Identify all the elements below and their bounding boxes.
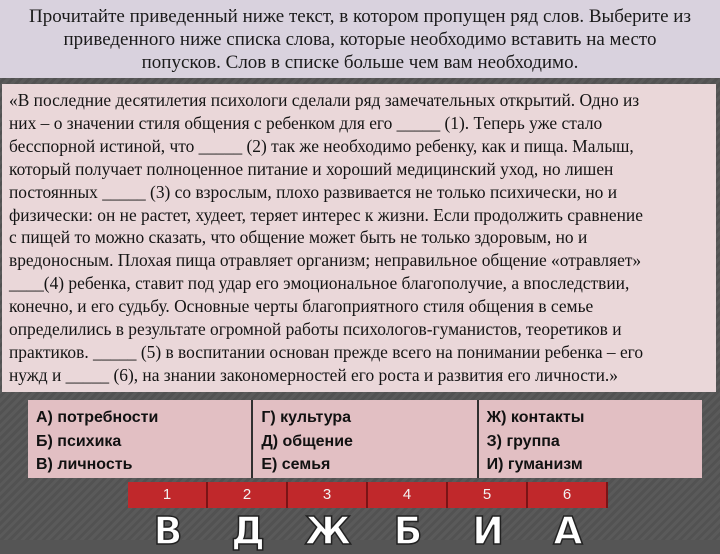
options-column-3 [479, 400, 702, 478]
answer-cell [208, 482, 288, 553]
answer-letter: А [553, 509, 583, 553]
option-item: Е) семья [261, 456, 331, 473]
option-item: И) гуманизм [486, 456, 583, 473]
option-item: З) группа [486, 432, 560, 450]
answer-number: 6 [528, 482, 608, 508]
answer-number: 5 [448, 482, 528, 508]
passage-line: практиков. _____ (5) в воспитании основан прежде всего на понимании ребенка – его [9, 341, 644, 362]
options-column-2 [253, 400, 476, 478]
option-item: Б) психика [36, 432, 122, 450]
option-item: Г) культура [261, 409, 352, 426]
instructions-header [0, 0, 720, 78]
passage-line: с пищей то можно сказать, что общение может быть не только здоровым, но и [9, 227, 588, 248]
answer-number: 3 [288, 482, 368, 508]
option-item: Ж) контакты [486, 409, 585, 426]
answer-number: 4 [368, 482, 448, 508]
passage-line: физически: он не растет, худеет, теряет интерес к жизни. Если продолжить сравнение [9, 204, 643, 225]
answer-cell [128, 482, 208, 553]
answer-letter: В [153, 509, 183, 553]
instructions-line: попусков. Слов в списке больше чем вам необходимо. [141, 52, 579, 73]
answer-key-table [128, 482, 608, 553]
option-item: А) потребности [36, 409, 159, 426]
answer-letter: И [472, 509, 504, 553]
answer-cell [448, 482, 528, 553]
answer-letter: Ж [304, 509, 352, 553]
instructions-line: Прочитайте приведенный ниже текст, в котором пропущен ряд слов. Выберите из [29, 6, 691, 27]
passage-line: который получает полноценное питание и хороший медицинский уход, но лишен [9, 158, 614, 179]
passage-line: вредоносным. Плохая пища отравляет организм; неправильное общение «отравляет» [9, 250, 642, 271]
option-item: В) личность [36, 456, 133, 473]
answer-cell [368, 482, 448, 553]
answer-number: 2 [208, 482, 288, 508]
passage-line: ____(4) ребенка, ставит под удар его эмоциональное благополучие, а впоследствии, [9, 273, 630, 294]
passage-line: определились в результате огромной работы психологов-гуманистов, теоретиков и [9, 319, 622, 340]
answer-letter: Б [393, 509, 423, 553]
answer-letter: Д [231, 509, 265, 553]
instructions-line: приведенного ниже списка слова, которые необходимо вставить на место [63, 29, 657, 50]
passage-line: них – о значении стиля общения с ребенком для его _____ (1). Теперь уже стало [9, 112, 603, 133]
options-column-1 [28, 400, 251, 478]
passage-text-box [2, 84, 716, 392]
word-options-table [28, 400, 702, 478]
passage-line: конечно, и его судьбу. Основные черты благоприятного стиля общения в семье [9, 296, 594, 317]
answer-number: 1 [128, 482, 208, 508]
answer-cell [528, 482, 608, 553]
passage-line: бесспорной истиной, что _____ (2) так же необходимо ребенку, как и пища. Малыш, [9, 135, 634, 156]
passage-line: постоянных _____ (3) со взрослым, плохо развивается не только психически, но и [9, 181, 618, 202]
passage-line: «В последние десятилетия психологи сделали ряд замечательных открытий. Одно из [9, 90, 640, 110]
answer-cell [288, 482, 368, 553]
option-item: Д) общение [261, 432, 353, 450]
passage-line: нужд и _____ (6), на знании закономерностей его роста и развития его личности.» [9, 364, 618, 385]
